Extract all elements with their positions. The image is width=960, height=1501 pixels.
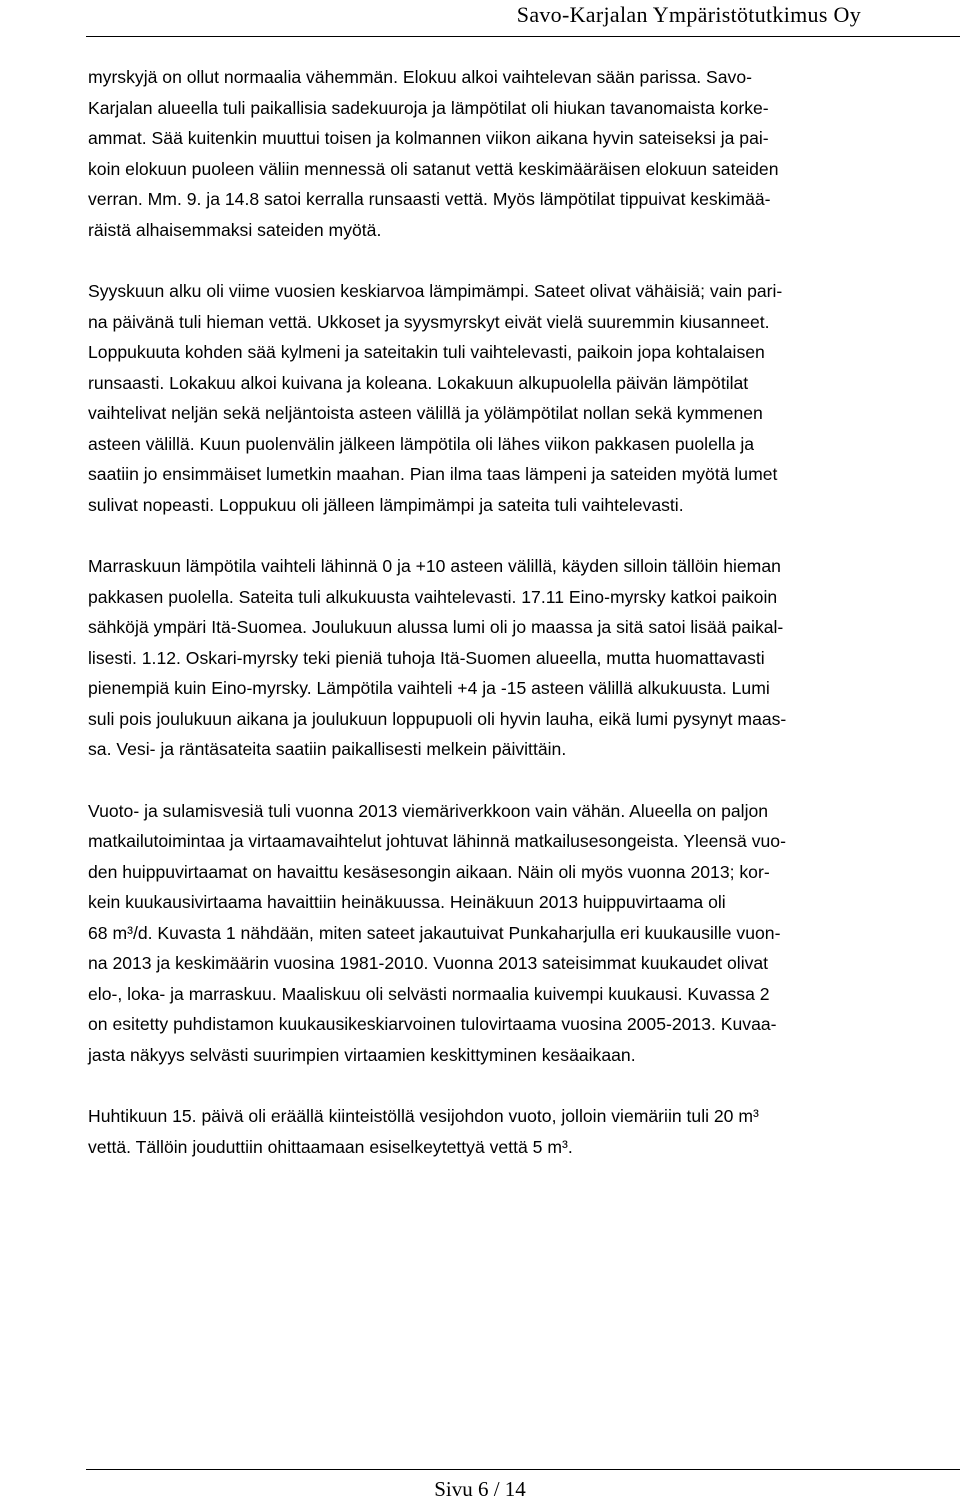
paragraph-flow-volumes: Vuoto- ja sulamisvesiä tuli vuonna 2013 viemäriverkkoon vain vähän. Alueella on paljon matkailutoimintaa ja virtaamavaihtelut johtuvat lähinnä matkailusesongeista. Yleensä vuo- den huippuvirtaamat on havaittu kesäsesongin aikaan. Näin oli myös vuonna 2013; kor- kein kuukausivirtaama havaittiin heinäkuussa. Heinäkuun 2013 huippuvirtaama oli 68 m³/d. Kuvasta 1 nähdään, miten sateet jakautuivat Punkaharjulla eri kuukausille vuon- na 2013 ja keskimäärin vuosina 1981-2010. Vuonna 2013 sateisimmat kuukaudet olivat elo-, loka- ja marraskuu. Maaliskuu oli selvästi normaalia kuivempi kuukausi. Kuvassa 2 on esitetty puhdistamon kuukausikeskiarvoinen tulovirtaama vuosina 2005-2013. Kuvaa- jasta näkyys selvästi suurimpien virtaamien keskittyminen kesäaikaan. (88, 800, 786, 1065)
paragraph-weather-autumn: Syyskuun alku oli viime vuosien keskiarvoa lämpimämpi. Sateet olivat vähäisiä; vain pari- na päivänä tuli hieman vettä. Ukkoset ja syysmyrskyt eivät vielä suuremmin kiusanneet. Loppukuuta kohden sää kylmeni ja sateitakin tuli vaihtelevasti, paikoin jopa kohtalaisen runsaasti. Lokakuu alkoi kuivana ja koleana. Lokakuun alkupuolella päivän lämpötilat vaihtelivat neljän sekä neljäntoista asteen välillä ja yölämpötilat nollan sekä kymmenen asteen välillä. Kuun puolenvälin jälkeen lämpötila oli lähes viikon pakkasen puolella ja saatiin jo ensimmäiset lumetkin maahan. Pian ilma taas lämpeni ja sateiden myötä lumet sulivat nopeasti. Loppukuu oli jälleen lämpimämpi ja sateita tuli vaihtelevasti. (88, 281, 783, 515)
paragraph-weather-august: myrskyjä on ollut normaalia vähemmän. Elokuu alkoi vaihtelevan sään parissa. Savo- Karjalan alueella tuli paikallisia sadekuuroja ja lämpötilat oli hiukan tavanomaista korke- ammat. Sää kuitenkin muuttui toisen ja kolmannen viikon aikana hyvin sateiseksi ja pai- koin elokuun puoleen väliin mennessä oli satanut vettä keskimääräisen elokuun sateiden verran. Mm. 9. ja 14.8 satoi kerralla runsaasti vettä. Myös lämpötilat tippuivat keskimää- räistä alhaisemmaksi sateiden myötä. (88, 67, 779, 240)
header-title: Savo-Karjalan Ympäristötutkimus Oy (516, 2, 861, 27)
footer-divider (86, 1469, 960, 1470)
document-body (88, 62, 958, 1162)
header-divider (86, 36, 960, 37)
page-header (0, 0, 960, 48)
page-footer (0, 1469, 960, 1501)
paragraph-water-leak: Huhtikuun 15. päivä oli eräällä kiinteistöllä vesijohdon vuoto, jolloin viemäriin tuli 20 m³ vettä. Tällöin jouduttiin ohittaamaan esiselkeytettyä vettä 5 m³. (88, 1106, 759, 1157)
paragraph-weather-winter: Marraskuun lämpötila vaihteli lähinnä 0 ja +10 asteen välillä, käyden silloin tällöin hieman pakkasen puolella. Sateita tuli alkukuusta vaihtelevasti. 17.11 Eino-myrsky katkoi paikoin sähköjä ympäri Itä-Suomea. Joulukuun alussa lumi oli jo maassa ja sitä satoi lisää paikal- lisesti. 1.12. Oskari-myrsky teki pieniä tuhoja Itä-Suomen alueella, mutta huomattavasti pienempiä kuin Eino-myrsky. Lämpötila vaihteli +4 ja -15 asteen välillä alkukuusta. Lumi suli pois joulukuun aikana ja joulukuun loppupuoli oli hyvin lauha, eikä lumi pysynyt maas- sa. Vesi- ja räntäsateita saatiin paikallisesti melkein päivittäin. (88, 556, 787, 759)
page-number: Sivu 6 / 14 (434, 1477, 526, 1501)
